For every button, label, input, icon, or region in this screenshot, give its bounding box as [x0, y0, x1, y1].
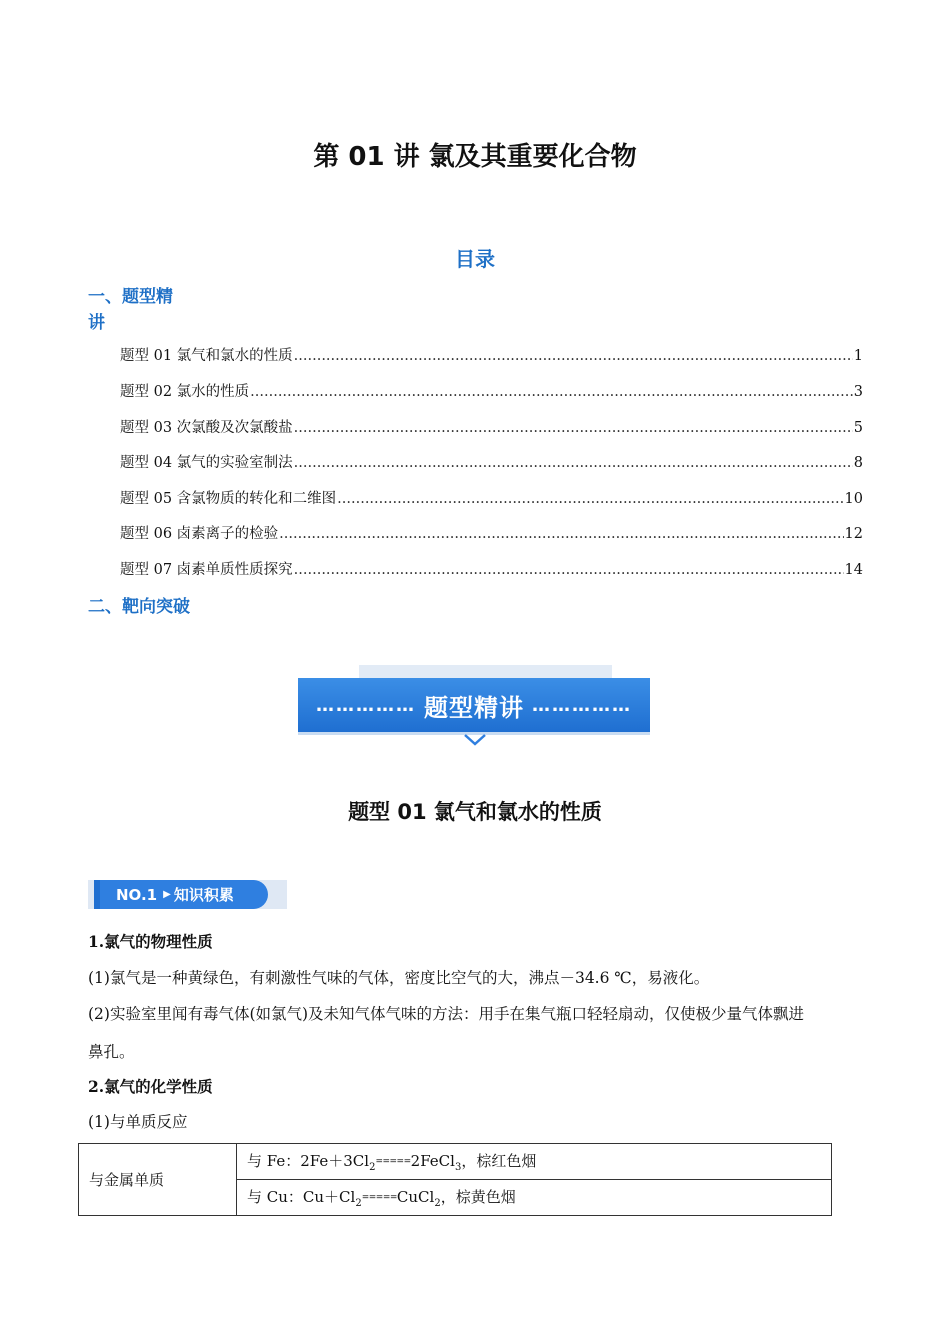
paragraph-1: (1)氯气是一种黄绿色，有刺激性气味的气体，密度比空气的大，沸点－34.6 ℃，易液化。 [88, 969, 710, 987]
toc-leader-dots [337, 488, 843, 510]
badge-number: NO.1 [116, 885, 158, 904]
reaction-table [78, 1143, 832, 1216]
toc-item-label: 题型 06 卤素离子的检验 [120, 526, 279, 542]
fe-product: 2FeCl [410, 1152, 455, 1170]
toc-leader-dots [279, 523, 843, 545]
toc-item-label: 题型 03 次氯酸及次氯酸盐 [120, 420, 293, 436]
row-header-metal: 与金属单质 [79, 1144, 237, 1216]
toc-leader-dots [250, 381, 853, 403]
toc-item[interactable] [120, 452, 863, 474]
toc-heading: 目录 [455, 247, 495, 271]
cu-sub2: 2 [434, 1198, 441, 1209]
fe-prefix: 与 Fe：2Fe＋3Cl [247, 1152, 370, 1170]
section-banner-text [298, 678, 650, 732]
toc-section-2[interactable]: 二、靶向突破 [88, 597, 190, 617]
banner-dots-right: …………… [532, 694, 632, 716]
toc-item-page: 3 [853, 384, 863, 400]
fe-sub1: 2 [369, 1162, 376, 1173]
chevron-down-icon [463, 732, 487, 748]
reaction-cu [237, 1180, 832, 1216]
knowledge-badge [100, 880, 268, 909]
cu-sub1: 2 [355, 1198, 362, 1209]
toc-item[interactable] [120, 417, 863, 439]
paragraph-3: (1)与单质反应 [88, 1113, 188, 1131]
toc-leader-dots [294, 345, 853, 367]
toc-item-label: 题型 04 氯气的实验室制法 [120, 455, 293, 471]
toc-item[interactable] [120, 345, 863, 367]
cu-prefix: 与 Cu：Cu＋Cl [247, 1188, 356, 1206]
toc-item-page: 8 [853, 455, 863, 471]
heading-chemical-properties: 2.氯气的化学性质 [88, 1077, 213, 1096]
toc-leader-dots [294, 452, 853, 474]
toc-item[interactable] [120, 381, 863, 403]
section-title: 题型 01 氯气和氯水的性质 [348, 800, 602, 824]
toc-item[interactable] [120, 559, 863, 581]
banner-dots-left: …………… [316, 694, 416, 716]
toc-item-label: 题型 02 氯水的性质 [120, 384, 250, 400]
table-row [79, 1144, 832, 1180]
toc-item-label: 题型 05 含氯物质的转化和二维图 [120, 491, 337, 507]
cu-suffix: ，棕黄色烟 [440, 1188, 516, 1206]
toc-item[interactable] [120, 523, 863, 545]
toc-item-page: 12 [844, 526, 863, 542]
toc-leader-dots [294, 417, 853, 439]
fe-sub2: 3 [454, 1162, 462, 1173]
paragraph-2: (2)实验室里闻有毒气体(如氯气)及未知气体气味的方法：用手在集气瓶口轻轻扇动，仅使极少量气体飘进 [88, 1005, 805, 1023]
toc-item-page: 14 [844, 562, 863, 578]
paragraph-2-continued: 鼻孔。 [88, 1043, 135, 1061]
banner-label: 题型精讲 [424, 693, 524, 722]
toc-item-label: 题型 07 卤素单质性质探究 [120, 562, 293, 578]
toc-item-page: 10 [844, 491, 863, 507]
reaction-fe [237, 1144, 832, 1180]
heading-physical-properties: 1.氯气的物理性质 [88, 932, 213, 951]
toc-item-page: 1 [853, 348, 863, 364]
toc-item[interactable] [120, 488, 863, 510]
document-title: 第 01 讲 氯及其重要化合物 [313, 142, 637, 172]
toc-item-page: 5 [853, 420, 863, 436]
fe-suffix: ，棕红色烟 [461, 1152, 537, 1170]
toc-section-1[interactable]: 一、题型精讲 [88, 287, 173, 333]
banner-backdrop [359, 665, 612, 679]
toc-item-label: 题型 01 氯气和氯水的性质 [120, 348, 293, 364]
play-icon: ▶ [163, 889, 171, 900]
cu-product: CuCl [396, 1188, 435, 1206]
badge-label: 知识积累 [173, 886, 234, 904]
toc-leader-dots [294, 559, 844, 581]
cu-condition: ===== [361, 1193, 397, 1203]
fe-condition: ===== [375, 1157, 411, 1167]
